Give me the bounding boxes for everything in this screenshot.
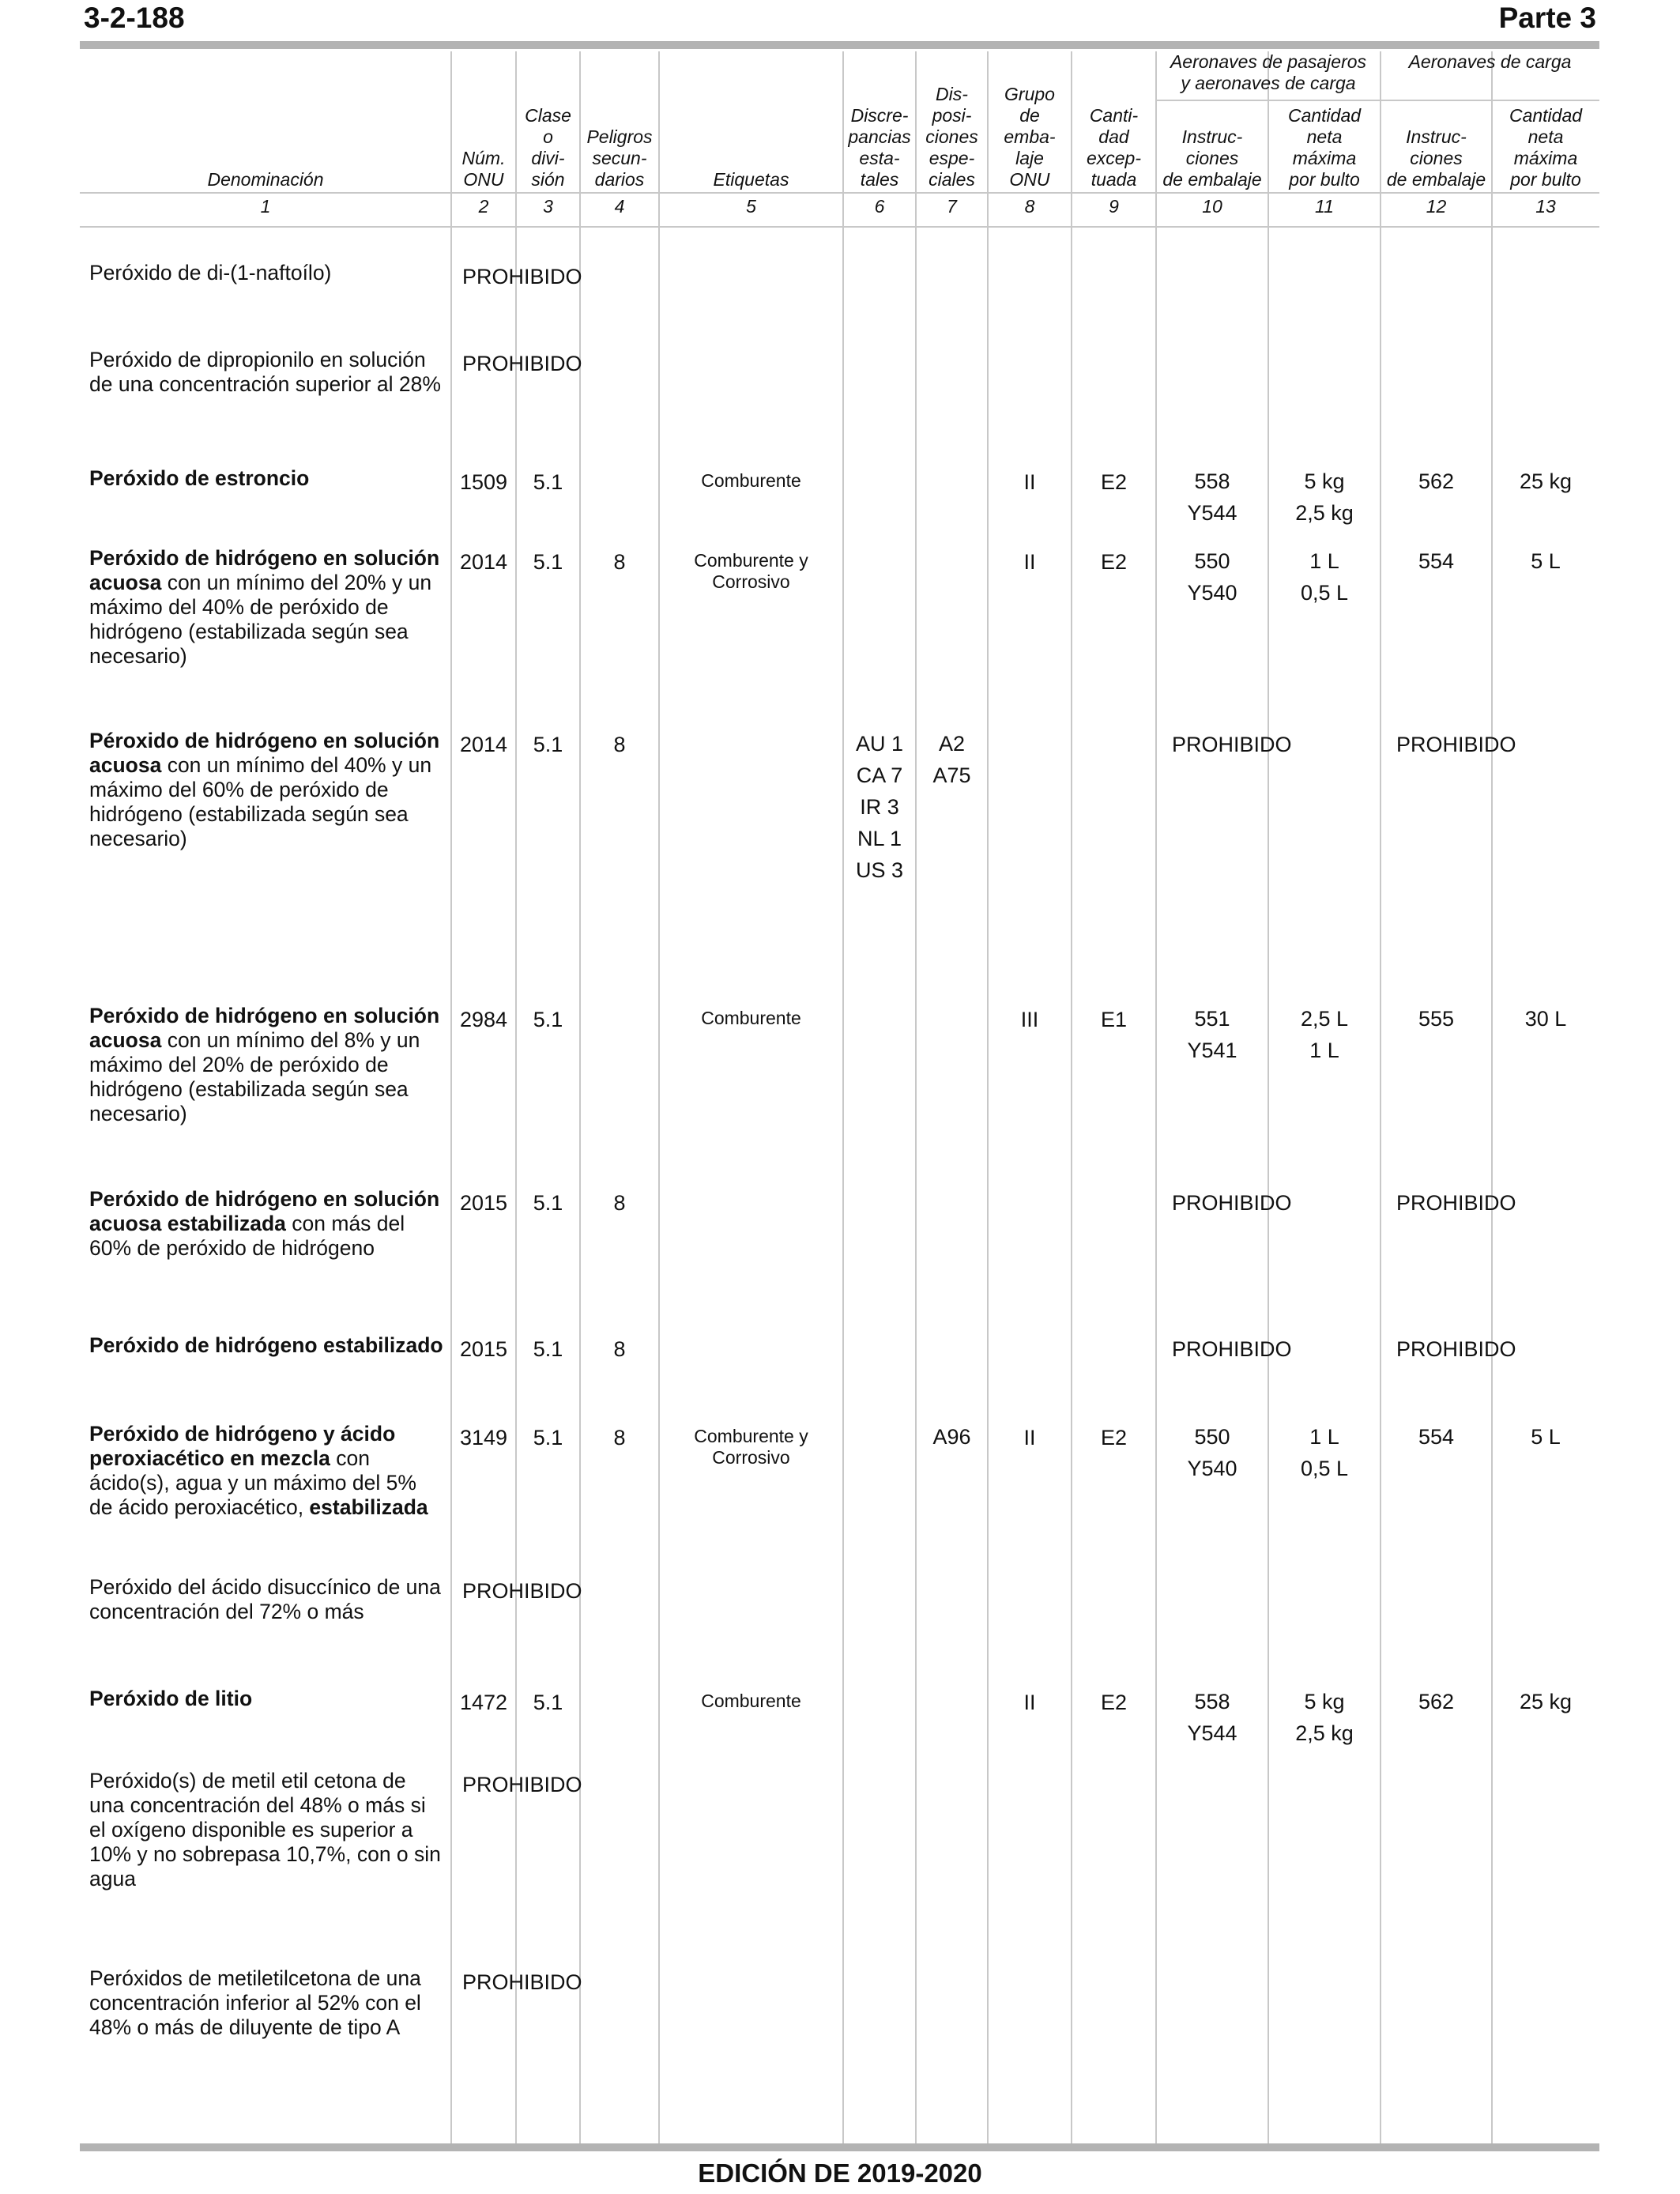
column-header	[843, 51, 916, 190]
cell-pg: II	[1023, 1426, 1036, 1449]
column-header	[1381, 105, 1492, 190]
cell-special: A2 A75	[932, 732, 971, 787]
cell-pax-qty: 1 L 0,5 L	[1300, 549, 1349, 605]
entry-name-bold: Peróxido de hidrógeno y ácido peroxiacético en mezcla	[89, 1422, 396, 1470]
page-number: 3-2-188	[84, 2, 185, 34]
cargo-prohibited-text: PROHIBIDO	[1396, 1191, 1516, 1215]
passenger-prohibited-text: PROHIBIDO	[1172, 1191, 1292, 1215]
entry-name	[89, 1187, 443, 1261]
cargo-prohibited-text: PROHIBIDO	[1396, 1337, 1516, 1361]
entry-name-bold: Péroxido de hidrógeno en solución acuosa	[89, 729, 440, 777]
cell-labels: Comburente y Corrosivo	[694, 550, 808, 592]
column-header	[1156, 105, 1268, 190]
cell-pax-pi: 551 Y541	[1187, 1007, 1237, 1062]
prohibited-text: PROHIBIDO	[462, 1579, 582, 1603]
cell-cao-qty: 25 kg	[1519, 1690, 1573, 1713]
column-header-label: Cantidad neta máxima por bulto	[1287, 105, 1362, 190]
column-number: 3	[543, 196, 553, 217]
cell-pax-qty: 1 L 0,5 L	[1300, 1425, 1349, 1480]
entry-name-text: Peróxido del ácido disuccínico de una concentración del 72% o más	[89, 1575, 441, 1623]
cell-cao-pi: 562	[1418, 1690, 1455, 1713]
entry-name	[89, 1966, 443, 2040]
cell-sub: 8	[613, 550, 626, 574]
cell-pax-qty: 5 kg 2,5 kg	[1295, 1690, 1354, 1745]
cell-cao-qty: 5 L	[1531, 549, 1561, 573]
cell-un: 2015	[459, 1337, 508, 1361]
column-header	[916, 51, 988, 190]
cell-class: 5.1	[533, 733, 563, 756]
cell-sub: 8	[613, 733, 626, 756]
column-header-label: Canti- dad excep- tuada	[1086, 105, 1142, 190]
cell-class: 5.1	[533, 550, 563, 574]
cell-sub: 8	[613, 1191, 626, 1215]
edition-footer: EDICIÓN DE 2019-2020	[698, 2158, 982, 2188]
cell-labels: Comburente	[701, 1008, 801, 1028]
dangerous-goods-table	[80, 51, 1599, 2146]
cell-sub: 8	[613, 1337, 626, 1361]
column-number: 6	[874, 196, 885, 217]
column-divider	[842, 51, 844, 2146]
column-divider	[915, 51, 917, 2146]
column-divider	[1155, 51, 1157, 2146]
entry-name-bold: Peróxido de hidrógeno estabilizado	[89, 1333, 443, 1357]
entry-name	[89, 348, 443, 397]
cell-special: A96	[932, 1425, 971, 1449]
cell-class: 5.1	[533, 470, 563, 494]
entry-name-text: Peróxidos de metiletilcetona de una concentración inferior al 52% con el 48% o más de diluyente de tipo A	[89, 1966, 421, 2039]
cell-un: 2014	[459, 550, 508, 574]
column-divider	[450, 51, 452, 2146]
column-divider	[1491, 51, 1493, 2146]
column-number: 2	[478, 196, 489, 217]
cell-pax-qty: 5 kg 2,5 kg	[1295, 469, 1354, 525]
column-header-label: Clase o divi- sión	[525, 105, 571, 190]
column-header-label: Cantidad neta máxima por bulto	[1509, 105, 1583, 190]
column-header	[580, 51, 659, 190]
cell-eq: E2	[1100, 470, 1128, 494]
cell-class: 5.1	[533, 1426, 563, 1449]
cell-state-var: AU 1 CA 7 IR 3 NL 1 US 3	[855, 732, 904, 882]
entry-name-text: Peróxido de dipropionilo en solución de una concentración superior al 28%	[89, 348, 441, 396]
entry-name	[89, 1769, 443, 1891]
prohibited-text: PROHIBIDO	[462, 1970, 582, 1994]
column-header-label: Grupo de emba- laje ONU	[1004, 84, 1056, 190]
entry-name	[89, 1687, 443, 1711]
passenger-prohibited-text: PROHIBIDO	[1172, 733, 1292, 756]
cell-cao-qty: 25 kg	[1519, 469, 1573, 493]
column-number: 7	[947, 196, 957, 217]
entry-name	[89, 1575, 443, 1624]
cell-un: 2984	[459, 1008, 508, 1031]
column-header	[516, 51, 580, 190]
column-header-label: Etiquetas	[713, 169, 789, 190]
prohibited-text: PROHIBIDO	[462, 265, 582, 288]
cell-class: 5.1	[533, 1008, 563, 1031]
cell-eq: E2	[1100, 1426, 1128, 1449]
cell-cao-pi: 562	[1418, 469, 1455, 493]
entry-name-bold: Peróxido de hidrógeno en solución acuosa	[89, 1004, 440, 1052]
cell-pg: II	[1023, 470, 1036, 494]
column-number: 1	[260, 196, 271, 217]
column-header	[1268, 105, 1381, 190]
entry-name-text: Peróxido(s) de metil etil cetona de una concentración del 48% o más si el oxígeno disponible es superior a 10% y no sobrepasa 10,7%, con o sin agua	[89, 1769, 441, 1891]
column-number: 13	[1535, 196, 1556, 217]
column-number: 11	[1315, 196, 1334, 217]
cell-cao-pi: 555	[1418, 1007, 1455, 1031]
entry-name-text: con un mínimo del 20% y un máximo del 40% de peróxido de hidrógeno (estabilizada según sea necesario)	[89, 571, 432, 668]
column-header-label: Dis- posi- ciones espe- ciales	[925, 84, 978, 190]
entry-name	[89, 729, 443, 851]
cell-un: 2015	[459, 1191, 508, 1215]
entry-name	[89, 546, 443, 669]
cell-labels: Comburente y Corrosivo	[694, 1426, 808, 1468]
cell-class: 5.1	[533, 1691, 563, 1714]
group-header-passenger: Aeronaves de pasajeros y aeronaves de carga	[1170, 51, 1367, 93]
cell-pax-pi: 550 Y540	[1187, 549, 1237, 605]
cell-cao-qty: 30 L	[1524, 1007, 1567, 1031]
bottom-rule	[80, 2143, 1599, 2151]
prohibited-text: PROHIBIDO	[462, 1773, 582, 1796]
passenger-prohibited-text: PROHIBIDO	[1172, 1337, 1292, 1361]
entry-name-bold: estabilizada	[309, 1495, 428, 1519]
entry-name	[89, 261, 443, 285]
cell-cao-pi: 554	[1418, 1425, 1455, 1449]
column-number-divider	[80, 226, 1599, 228]
column-header-label: Discre- pancias esta- tales	[848, 105, 911, 190]
entry-name	[89, 1422, 443, 1520]
cell-un: 1472	[459, 1691, 508, 1714]
cell-pg: II	[1023, 1691, 1036, 1714]
cell-pax-pi: 558 Y544	[1187, 1690, 1237, 1745]
entry-name-text: con ácido(s), agua y un máximo del 5% de ácido peroxiacético,	[89, 1446, 416, 1519]
prohibited-text: PROHIBIDO	[462, 352, 582, 375]
column-number: 4	[614, 196, 625, 217]
column-divider	[1380, 51, 1381, 2146]
column-header	[1492, 105, 1599, 190]
entry-name	[89, 1333, 443, 1358]
column-header-label: Núm. ONU	[461, 148, 506, 190]
entry-name-bold: Peróxido de estroncio	[89, 466, 310, 490]
top-rule	[80, 41, 1599, 49]
column-number: 5	[746, 196, 756, 217]
column-number: 9	[1109, 196, 1119, 217]
cell-pg: II	[1023, 550, 1036, 574]
column-number: 8	[1024, 196, 1035, 217]
entry-name-text: con un mínimo del 8% y un máximo del 20% de peróxido de hidrógeno (estabilizada según sea necesario)	[89, 1028, 420, 1125]
column-header	[80, 51, 451, 190]
cell-class: 5.1	[533, 1191, 563, 1215]
column-header	[1072, 51, 1156, 190]
column-header-label: Instruc- ciones de embalaje	[1162, 126, 1262, 190]
cell-cao-qty: 5 L	[1531, 1425, 1561, 1449]
cell-un: 3149	[459, 1426, 508, 1449]
entry-name-text: con más del 60% de peróxido de hidrógeno	[89, 1212, 405, 1260]
header-divider	[80, 192, 1599, 194]
column-header-label: Instruc- ciones de embalaje	[1386, 126, 1486, 190]
column-header-label: Denominación	[207, 169, 324, 190]
cell-class: 5.1	[533, 1337, 563, 1361]
column-header-label: Peligros secun- darios	[586, 126, 653, 190]
group-header-cargo: Aeronaves de carga	[1408, 51, 1572, 72]
column-divider	[987, 51, 989, 2146]
column-number: 12	[1426, 196, 1447, 217]
cell-pg: III	[1020, 1008, 1039, 1031]
cargo-prohibited-text: PROHIBIDO	[1396, 733, 1516, 756]
cell-pax-pi: 550 Y540	[1187, 1425, 1237, 1480]
cell-labels: Comburente	[701, 470, 801, 491]
entry-name	[89, 466, 443, 491]
column-divider	[1071, 51, 1072, 2146]
group-header-divider	[1156, 100, 1599, 101]
entry-name-bold: Peróxido de hidrógeno en solución acuosa estabilizada	[89, 1187, 440, 1235]
entry-name-bold: Peróxido de hidrógeno en solución acuosa	[89, 546, 440, 594]
column-header	[659, 51, 843, 190]
cell-eq: E2	[1100, 550, 1128, 574]
entry-name-bold: Peróxido de litio	[89, 1687, 253, 1710]
cell-labels: Comburente	[701, 1691, 801, 1711]
column-header	[988, 51, 1072, 190]
cell-pax-pi: 558 Y544	[1187, 469, 1237, 525]
column-divider	[1268, 51, 1269, 2146]
entry-name-text: Peróxido de di-(1-naftoílo)	[89, 261, 332, 285]
cell-sub: 8	[613, 1426, 626, 1449]
cell-pax-qty: 2,5 L 1 L	[1300, 1007, 1349, 1062]
column-number: 10	[1202, 196, 1222, 217]
column-divider	[658, 51, 660, 2146]
cell-un: 2014	[459, 733, 508, 756]
column-header	[451, 51, 516, 190]
cell-un: 1509	[459, 470, 508, 494]
cell-eq: E2	[1100, 1691, 1128, 1714]
part-title: Parte 3	[1498, 2, 1596, 34]
entry-name	[89, 1004, 443, 1126]
entry-name-text: con un mínimo del 40% y un máximo del 60% de peróxido de hidrógeno (estabilizada según sea necesario)	[89, 753, 432, 850]
cell-eq: E1	[1100, 1008, 1128, 1031]
cell-cao-pi: 554	[1418, 549, 1455, 573]
